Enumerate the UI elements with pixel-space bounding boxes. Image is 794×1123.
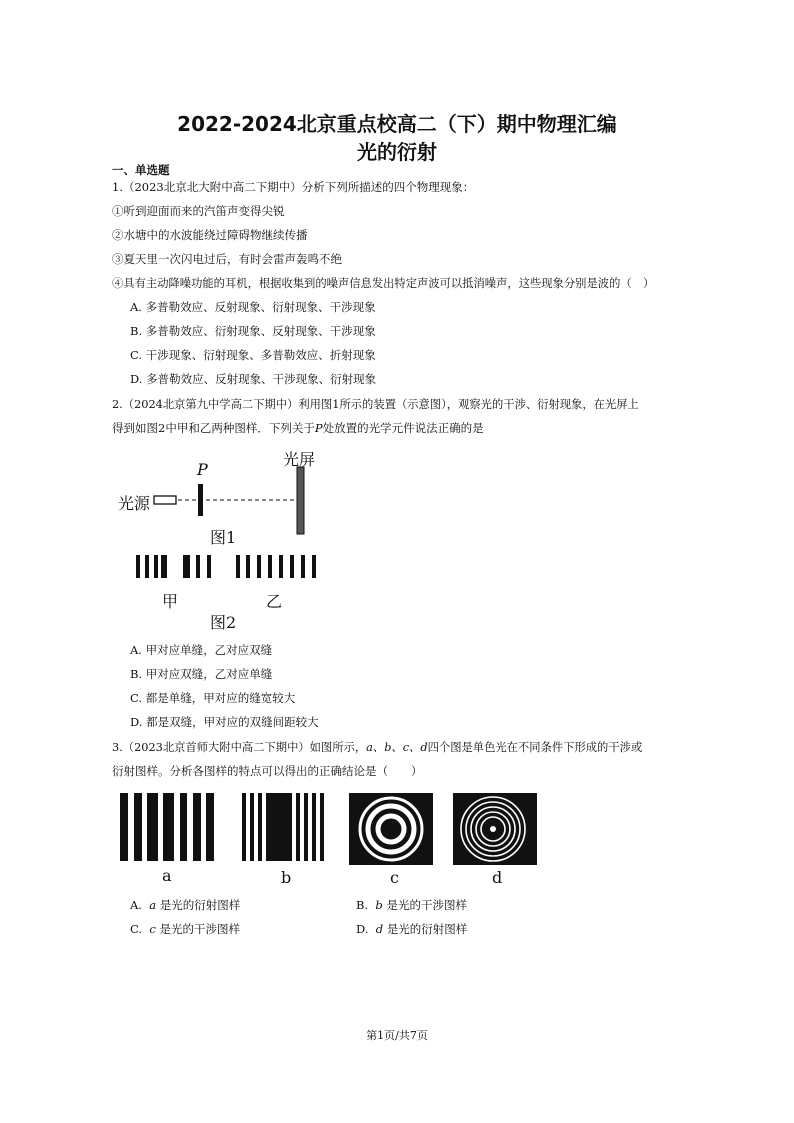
label-c: c — [390, 868, 399, 887]
q2-stem-line2: 得到如图2中甲和乙两种图样．下列关于P处放置的光学元件说法正确的是 — [112, 421, 484, 435]
pattern-yi — [236, 555, 316, 578]
q2-option-b[interactable]: B. 甲对应双缝，乙对应单缝 — [130, 667, 273, 681]
pattern-c — [349, 793, 433, 865]
q1-option-b[interactable]: B. 多普勒效应、衍射现象、反射现象、干涉现象 — [130, 324, 376, 338]
q3-variables: a、b、c、d — [366, 741, 428, 754]
page-subtitle: 光的衍射 — [357, 140, 437, 164]
q2-variable-p: P — [314, 421, 323, 435]
q1-item-1: ①听到迎面而来的汽笛声变得尖锐 — [112, 204, 285, 218]
q1-option-a[interactable]: A. 多普勒效应、反射现象、衍射现象、干涉现象 — [130, 300, 376, 314]
section-heading: 一、单选题 — [112, 163, 170, 177]
q1-item-4: ④具有主动降噪功能的耳机，根据收集到的噪声信息发出特定声波可以抵消噪声，这些现象分别是波的（ ） — [112, 277, 655, 290]
page-title: 2022-2024北京重点校高二（下）期中物理汇编 — [177, 112, 617, 136]
label-jia: 甲 — [162, 592, 179, 611]
q3-option-c[interactable]: C. c 是光的干涉图样 — [130, 922, 240, 936]
label-figure-1: 图1 — [210, 528, 237, 547]
q2-option-c[interactable]: C. 都是单缝，甲对应的缝宽较大 — [130, 691, 296, 705]
pattern-d — [453, 793, 537, 865]
label-a: a — [162, 866, 172, 885]
pattern-b — [242, 793, 324, 861]
label-screen: 光屏 — [283, 450, 316, 469]
q3-stem-line1: 3.（2023北京首师大附中高二下期中）如图所示，a、b、c、d四个图是单色光在不同条件下形成的干涉或 — [112, 741, 643, 754]
label-b: b — [281, 868, 292, 887]
q3-option-a[interactable]: A. a 是光的衍射图样 — [130, 898, 241, 912]
q1-item-2: ②水塘中的水波能绕过障碍物继续传播 — [112, 228, 308, 242]
q1-option-d[interactable]: D. 多普勒效应、反射现象、干涉现象、衍射现象 — [130, 372, 377, 386]
figure-1-apparatus — [154, 467, 304, 534]
label-light-source: 光源 — [118, 494, 151, 513]
q3-option-d[interactable]: D. d 是光的衍射图样 — [356, 922, 468, 936]
pattern-a — [120, 793, 214, 861]
label-yi: 乙 — [266, 592, 283, 611]
q1-stem: 1.（2023北京北大附中高二下期中）分析下列所描述的四个物理现象： — [112, 180, 475, 194]
label-p: P — [197, 460, 208, 479]
q3-option-b[interactable]: B. b 是光的干涉图样 — [356, 898, 467, 912]
q2-stem-line1: 2.（2024北京第九中学高二下期中）利用图1所示的装置（示意图），观察光的干涉、衍射现象，在光屏上 — [112, 398, 639, 411]
q1-item-3: ③夏天里一次闪电过后，有时会雷声轰鸣不绝 — [112, 252, 342, 266]
q3-figures — [120, 793, 537, 865]
page-footer: 第1页/共7页 — [366, 1029, 428, 1042]
q2-option-a[interactable]: A. 甲对应单缝，乙对应双缝 — [130, 643, 273, 657]
optical-element-p — [198, 484, 203, 516]
q2-option-d[interactable]: D. 都是双缝，甲对应的双缝间距较大 — [130, 715, 319, 729]
light-source-box — [154, 496, 176, 504]
q1-option-c[interactable]: C. 干涉现象、衍射现象、多普勒效应、折射现象 — [130, 348, 376, 362]
q3-stem-line2: 衍射图样。分析各图样的特点可以得出的正确结论是（ ） — [112, 764, 423, 778]
label-figure-2: 图2 — [210, 613, 237, 632]
label-d: d — [492, 868, 503, 887]
pattern-jia — [136, 555, 211, 578]
screen — [297, 467, 304, 534]
figure-2-patterns — [136, 555, 316, 578]
